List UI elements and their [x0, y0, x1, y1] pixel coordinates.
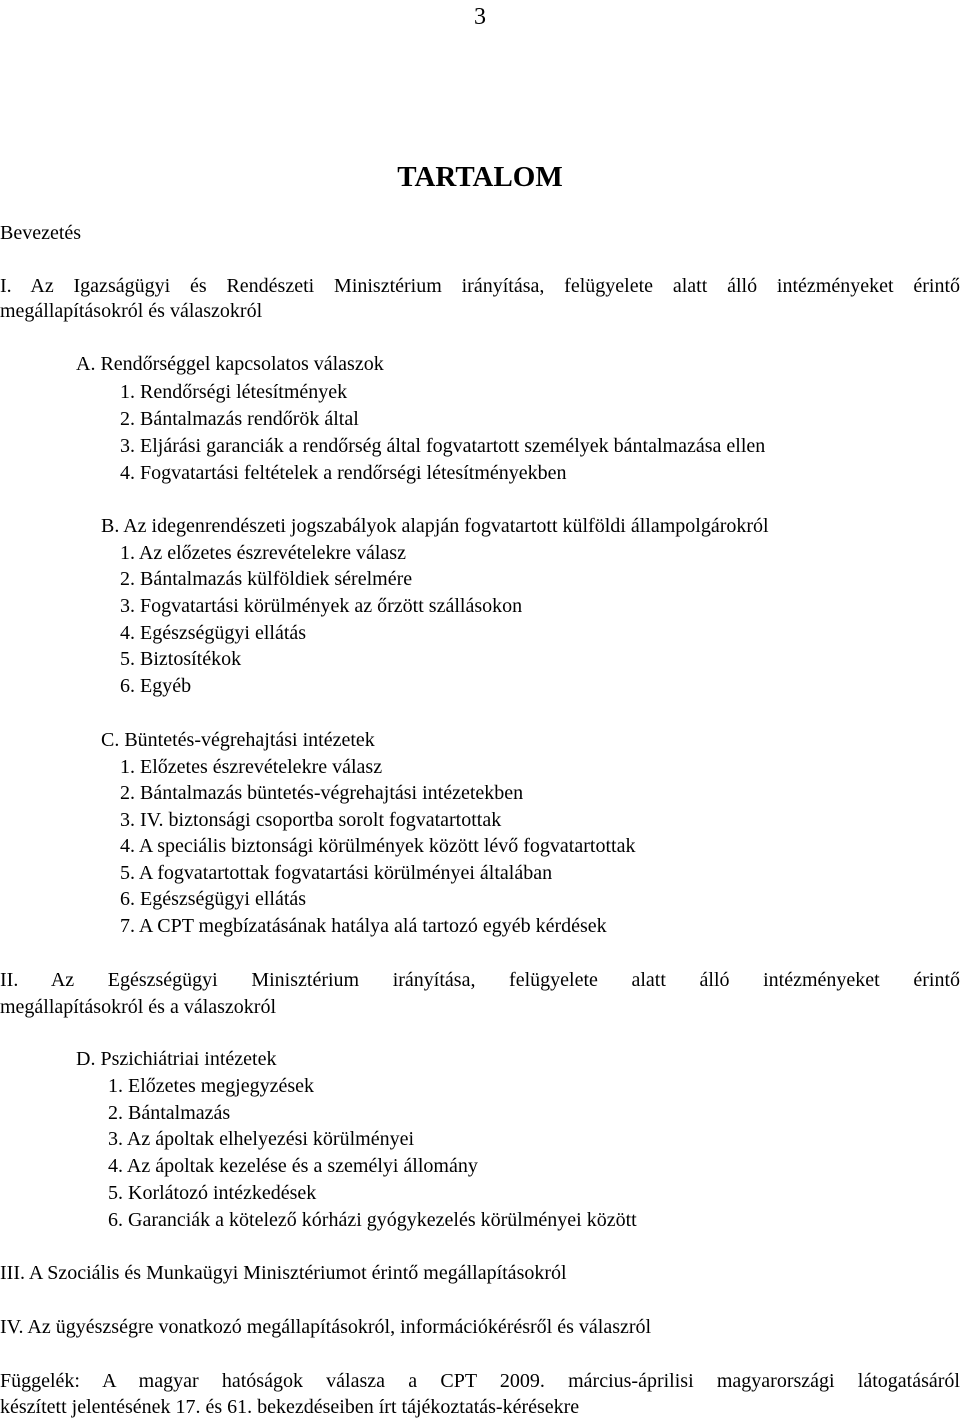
toc-section-IV: IV. Az ügyészségre vonatkozó megállapításokról, információkérésről és válaszról [0, 1316, 652, 1338]
toc-item: 2. Bántalmazás büntetés-végrehajtási intézetekben [120, 782, 524, 804]
toc-item: 5. Korlátozó intézkedések [108, 1182, 317, 1204]
toc-section-I-line1: I. Az Igazságügyi és Rendészeti Minisztérium irányítása, felügyelete alatt álló intézményeket érintő [0, 275, 960, 297]
toc-item: 4. Az ápoltak kezelése és a személyi állomány [108, 1155, 478, 1177]
toc-entry-introduction: Bevezetés [0, 222, 82, 244]
toc-section-II-line1: II. Az Egészségügyi Minisztérium irányítása, felügyelete alatt álló intézményeket érintő [0, 969, 960, 991]
toc-item: 4. Egészségügyi ellátás [120, 622, 307, 644]
toc-item: 6. Egészségügyi ellátás [120, 888, 307, 910]
toc-item: 3. Eljárási garanciák a rendőrség által fogvatartott személyek bántalmazása ellen [120, 435, 766, 457]
toc-subsection-D-heading: D. Pszichiátriai intézetek [76, 1048, 277, 1070]
toc-section-I-line2: megállapításokról és válaszokról [0, 300, 263, 322]
toc-item: 6. Garanciák a kötelező kórházi gyógykezelés körülményei között [108, 1209, 637, 1231]
toc-item: 3. IV. biztonsági csoportba sorolt fogvatartottak [120, 809, 502, 831]
toc-item: 3. Fogvatartási körülmények az őrzött szállásokon [120, 595, 523, 617]
toc-subsection-A-heading: A. Rendőrséggel kapcsolatos válaszok [76, 353, 384, 375]
toc-section-II-line2: megállapításokról és a válaszokról [0, 996, 277, 1018]
toc-subsection-B-heading: B. Az idegenrendészeti jogszabályok alapján fogvatartott külföldi állampolgárokról [101, 515, 769, 537]
toc-section-III: III. A Szociális és Munkaügyi Minisztériumot érintő megállapításokról [0, 1262, 567, 1284]
toc-item: 1. Előzetes észrevételekre válasz [120, 756, 383, 778]
toc-item: 7. A CPT megbízatásának hatálya alá tartozó egyéb kérdések [120, 915, 607, 937]
toc-appendix-line2: készített jelentésének 17. és 61. bekezdéseiben írt tájékoztatás-kérésekre [0, 1396, 580, 1418]
toc-item: 2. Bántalmazás [108, 1102, 231, 1124]
toc-title: TARTALOM [397, 161, 563, 193]
toc-item: 1. Rendőrségi létesítmények [120, 381, 348, 403]
toc-subsection-C-heading: C. Büntetés-végrehajtási intézetek [101, 729, 375, 751]
toc-item: 5. A fogvatartottak fogvatartási körülményei általában [120, 862, 553, 884]
toc-item: 4. Fogvatartási feltételek a rendőrségi létesítményekben [120, 462, 567, 484]
toc-item: 3. Az ápoltak elhelyezési körülményei [108, 1128, 415, 1150]
toc-item: 2. Bántalmazás külföldiek sérelmére [120, 568, 413, 590]
toc-item: 5. Biztosítékok [120, 648, 242, 670]
toc-item: 4. A speciális biztonsági körülmények között lévő fogvatartottak [120, 835, 636, 857]
toc-appendix-line1: Függelék: A magyar hatóságok válasza a CPT 2009. március-áprilisi magyarországi látogatásáról [0, 1370, 960, 1392]
toc-item: 1. Előzetes megjegyzések [108, 1075, 315, 1097]
page-number: 3 [474, 4, 486, 30]
toc-item: 2. Bántalmazás rendőrök által [120, 408, 359, 430]
toc-item: 1. Az előzetes észrevételekre válasz [120, 542, 406, 564]
toc-item: 6. Egyéb [120, 675, 192, 697]
